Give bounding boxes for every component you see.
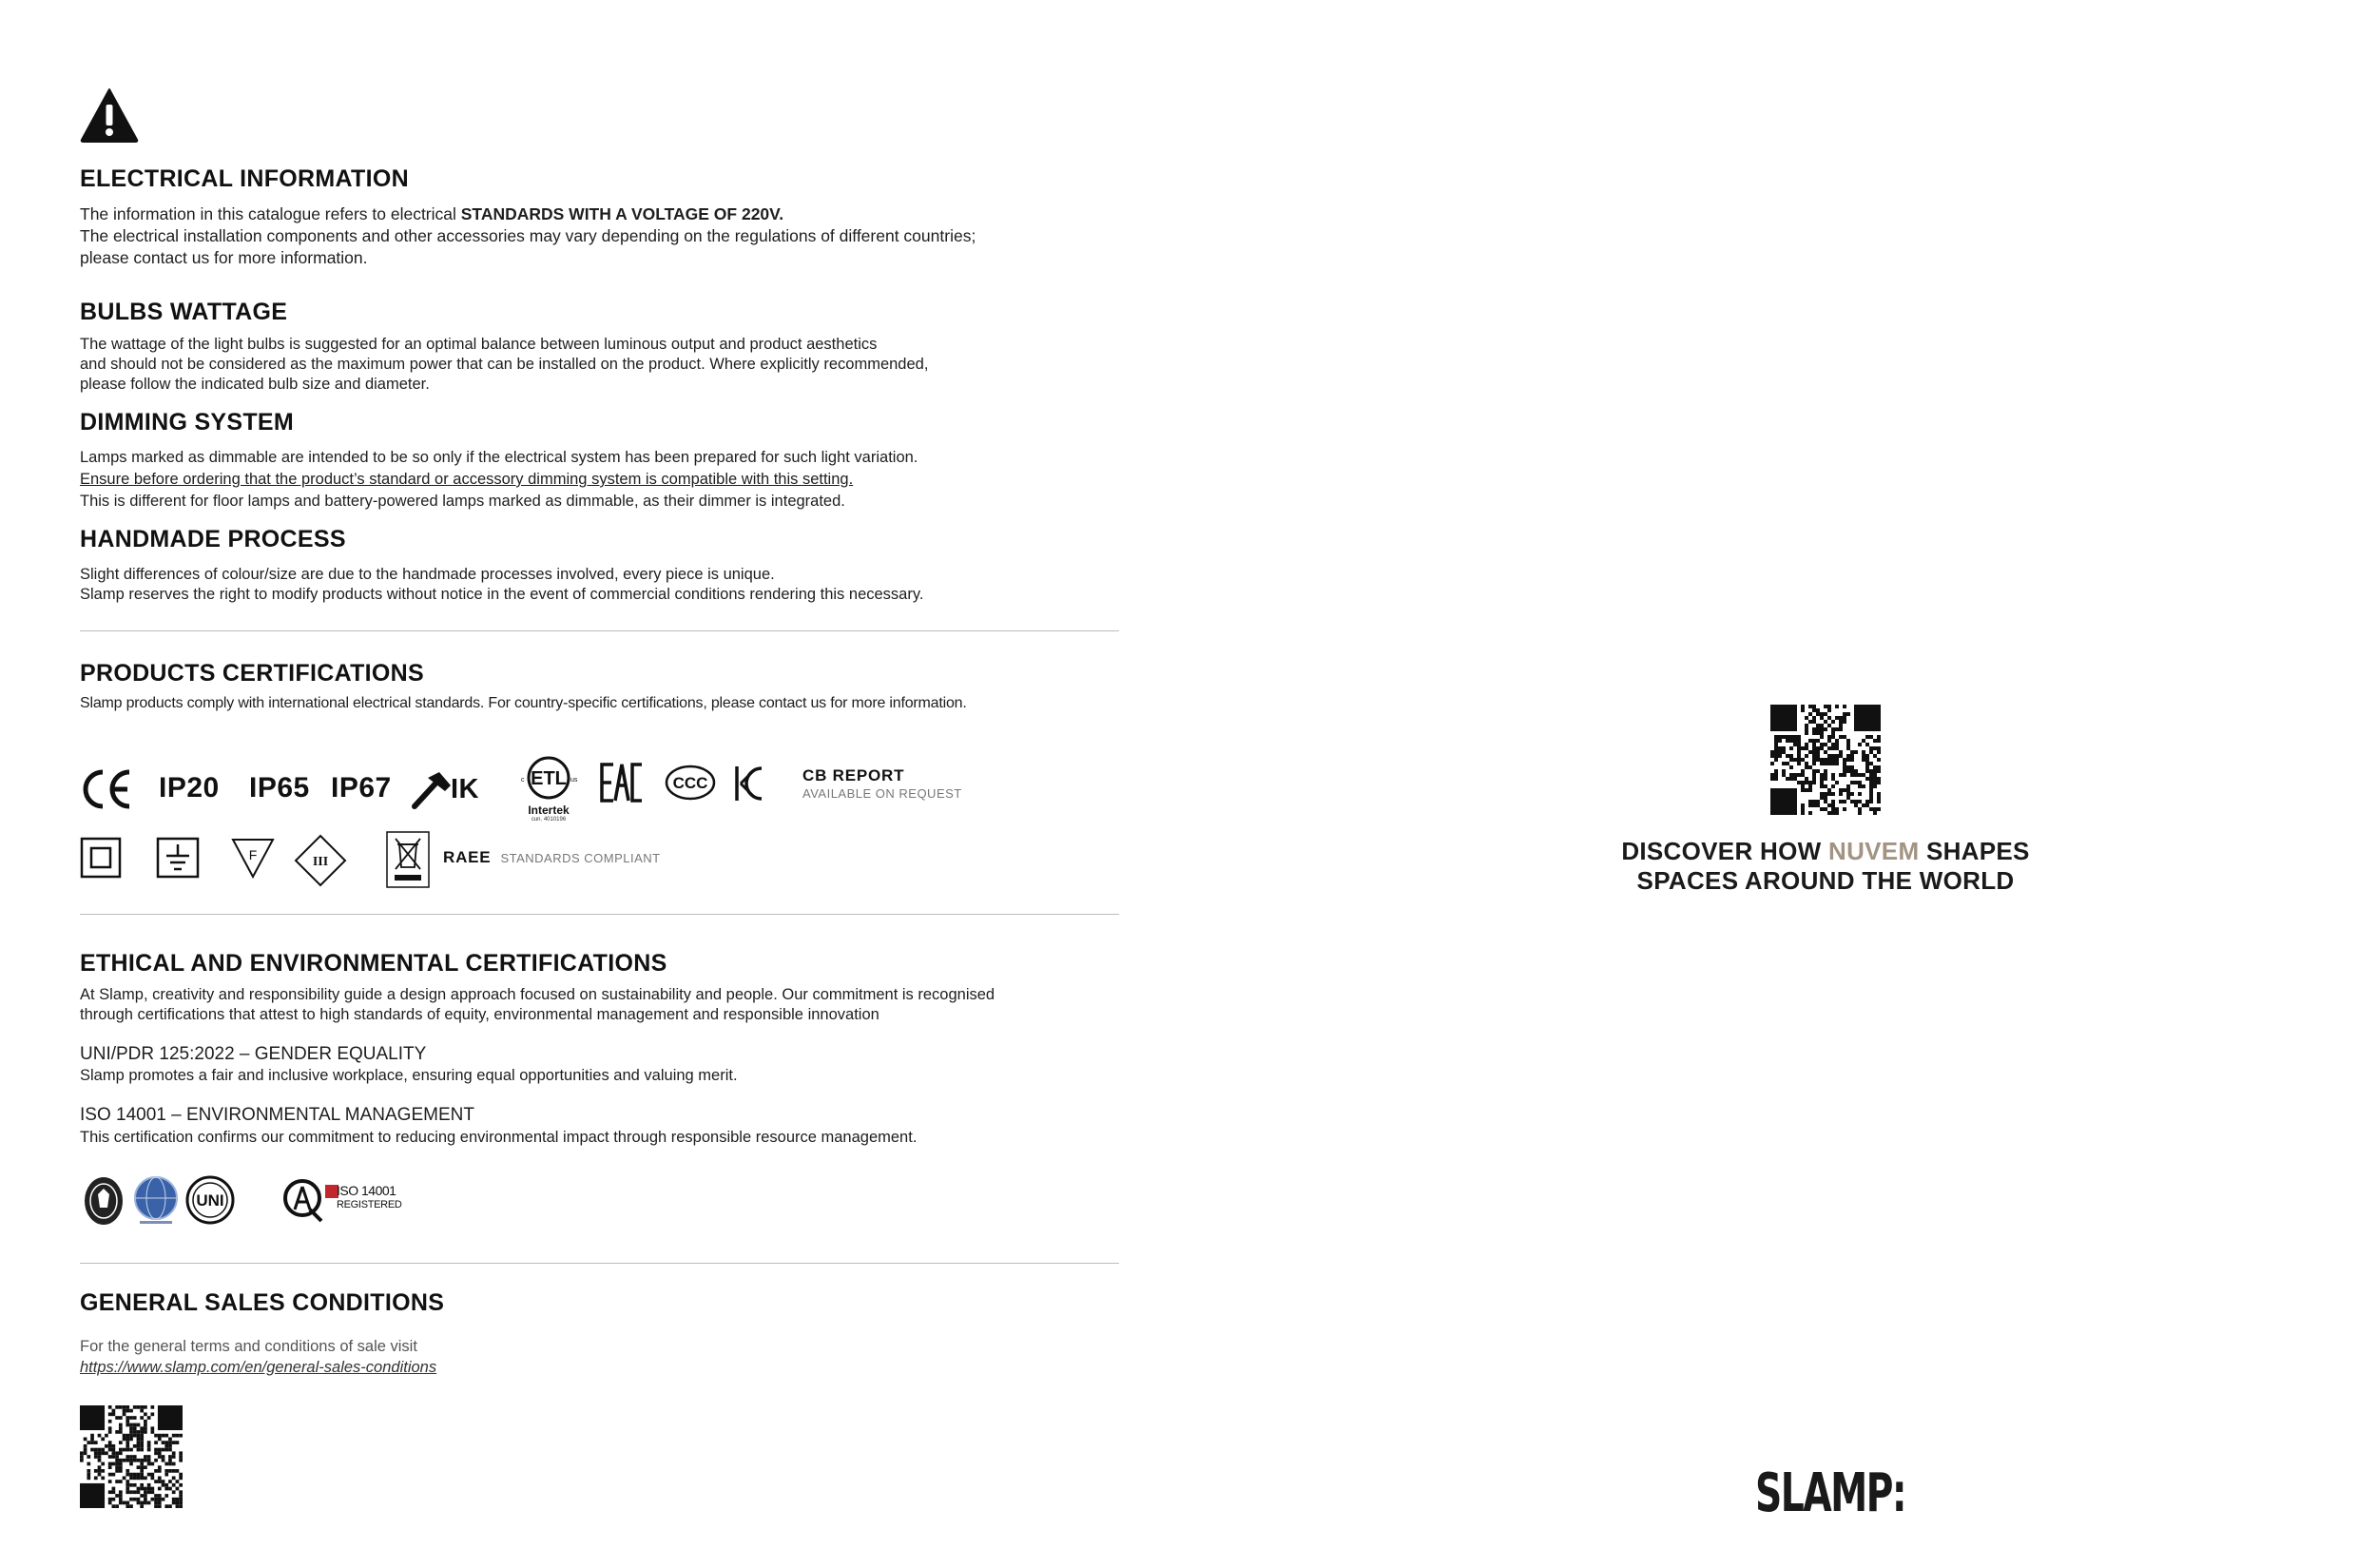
electrical-text [80,203,1145,269]
dimming-line1: Lamps marked as dimmable are intended to be so only if the electrical system has been prepared for such light variation. [80,449,918,466]
gender-desc: Slamp promotes a fair and inclusive workplace, ensuring equal opportunities and valuing merit. [80,1067,738,1084]
discover-post: SHAPES [1919,837,2030,865]
ip20-mark: IP20 [159,772,220,803]
iso-14001-logo [281,1177,415,1225]
sales-line1: For the general terms and conditions of sale visit [80,1338,417,1355]
iso-logo-line1: ISO 14001 [337,1183,396,1198]
intertek-label: Intertek [528,803,570,817]
intertek-number: cun. 4010196 [531,817,567,823]
iso-logo-line2: REGISTERED [337,1199,402,1210]
bulbs-line2: and should not be considered as the maximum power that can be installed on the product. Where explicitly recommended, [80,356,929,373]
discover-pre: DISCOVER HOW [1621,837,1829,865]
handmade-title: HANDMADE PROCESS [80,526,346,552]
slamp-logo: SLAMP: [1755,1462,1906,1524]
kc-mark-icon [733,763,765,804]
cb-report [802,766,962,801]
ethical-intro-line1: At Slamp, creativity and responsibility guide a design approach focused on sustainability and people. Our commitment is recognised [80,986,995,1003]
products-cert-desc: Slamp products comply with international electrical standards. For country-specific certifications, please contact us for more information. [80,695,967,711]
warning-icon [80,87,139,143]
class3-diamond-icon [294,834,347,887]
eac-mark-icon [600,763,644,803]
svg-text:us: us [570,777,578,784]
electrical-voltage: STANDARDS WITH A VOLTAGE OF 220V. [460,204,784,223]
iso-desc: This certification confirms our commitment to reducing environmental impact through responsible resource management. [80,1129,918,1146]
earth-ground-icon [156,837,200,879]
raee-label [443,848,661,867]
divider-1 [80,630,1119,631]
products-cert-title: PRODUCTS CERTIFICATIONS [80,660,424,687]
etl-icon [515,755,582,803]
globe-cert-icon [132,1175,180,1227]
class3-text: III [312,855,329,869]
f-mark-triangle-icon [231,837,275,879]
handmade-line1: Slight differences of colour/size are due to the handmade processes involved, every piece is unique. [80,566,775,583]
ethical-intro [80,985,1145,1025]
svg-text:c: c [521,777,525,784]
svg-text:ETL: ETL [531,768,567,789]
dimming-title: DIMMING SYSTEM [80,409,295,436]
f-mark-text: F [248,847,258,862]
electrical-line2: The electrical installation components and other accessories may vary depending on the regulations of different countries; [80,226,976,245]
discover-accent: NUVEM [1828,837,1920,865]
gender-title: UNI/PDR 125:2022 – GENDER EQUALITY [80,1044,427,1064]
iso-title: ISO 14001 – ENVIRONMENTAL MANAGEMENT [80,1105,474,1125]
class2-double-insulation-icon [80,837,122,879]
cb-report-title: CB REPORT [802,766,905,784]
qr-code-nuvem[interactable] [1770,705,1881,815]
ip67-mark: IP67 [331,772,392,803]
uni-logo-text: UNI [196,1191,224,1210]
weee-bin-icon [386,831,430,888]
uni-logo-icon [185,1175,235,1225]
divider-3 [80,1263,1119,1264]
sales-link[interactable]: https://www.slamp.com/en/general-sales-conditions [80,1359,437,1376]
bulbs-title: BULBS WATTAGE [80,299,288,325]
raee-sub: STANDARDS COMPLIANT [500,851,661,865]
divider-2 [80,914,1119,915]
iso-q-mark-icon [281,1177,331,1225]
handmade-line2: Slamp reserves the right to modify products without notice in the event of commercial conditions rendering this necessary. [80,586,924,603]
ethical-title: ETHICAL AND ENVIRONMENTAL CERTIFICATIONS [80,950,667,977]
discover-line2: SPACES AROUND THE WORLD [1636,866,2015,895]
hammer-icon [411,768,453,810]
intertek-logo [515,755,582,829]
electrical-line1: The information in this catalogue refers to electrical [80,204,461,223]
cb-report-sub: AVAILABLE ON REQUEST [802,786,962,801]
ccc-mark-icon [665,765,716,801]
bulbs-line1: The wattage of the light bulbs is suggested for an optimal balance between luminous output and product aesthetics [80,336,878,353]
ip65-mark: IP65 [249,772,310,803]
dimming-line3: This is different for floor lamps and battery-powered lamps marked as dimmable, as their dimmer is integrated. [80,493,845,510]
bulbs-line3: please follow the indicated bulb size and diameter. [80,376,430,393]
ethical-intro-line2: through certifications that attest to high standards of equity, environmental management and responsible innovation [80,1006,879,1023]
electrical-title: ELECTRICAL INFORMATION [80,165,409,192]
certification-seal-icon [83,1175,125,1227]
discover-heading [1521,837,2130,896]
electrical-line3: please contact us for more information. [80,248,368,267]
dimming-text [80,447,1145,513]
handmade-text [80,565,1145,605]
raee-title: RAEE [443,848,492,866]
qr-code-sales[interactable] [80,1405,183,1508]
sales-title: GENERAL SALES CONDITIONS [80,1289,445,1316]
bulbs-text [80,335,1145,395]
ccc-text: CCC [672,774,708,792]
ce-mark-icon [80,768,133,810]
dimming-line2: Ensure before ordering that the product’s standard or accessory dimming system is compatible with this setting. [80,471,854,488]
ik-mark: IK [451,774,479,804]
